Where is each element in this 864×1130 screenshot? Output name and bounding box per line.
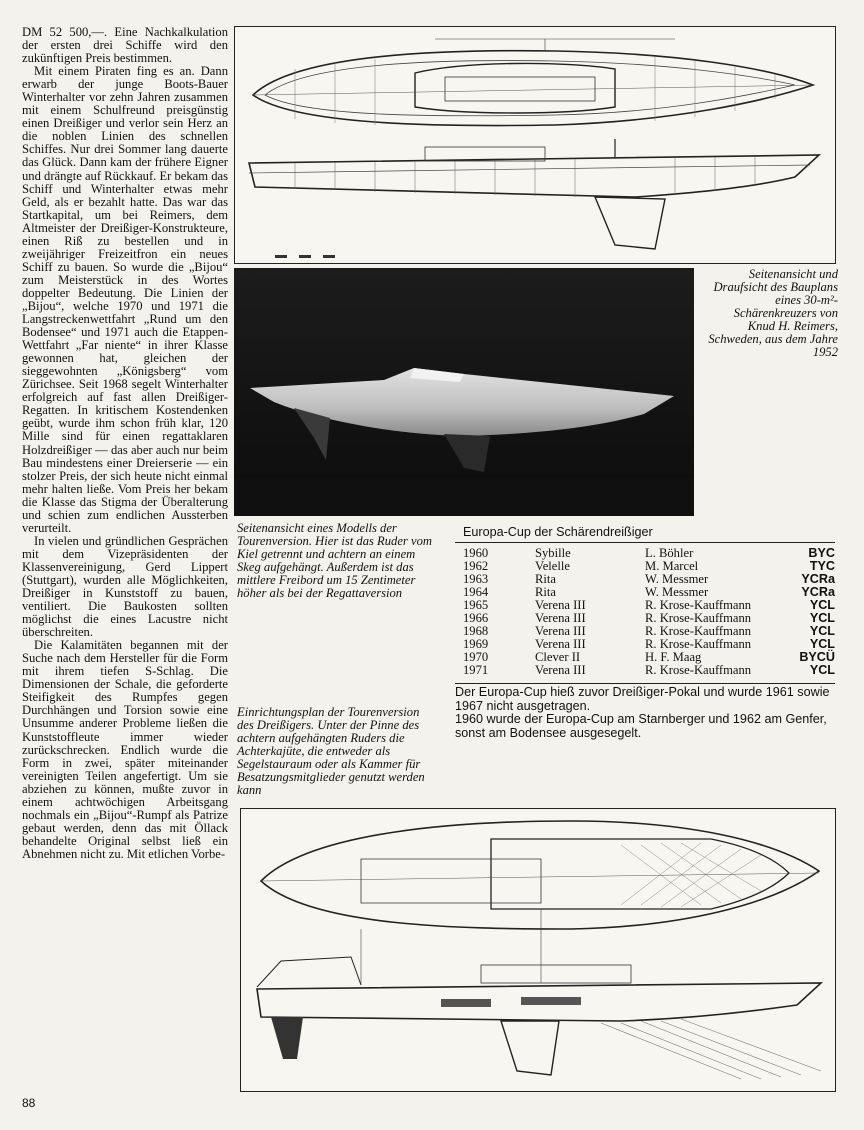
cup-note-1: Der Europa-Cup hieß zuvor Dreißiger-Pokal und wurde 1961 sowie 1967 nicht ausgetragen.	[455, 685, 830, 713]
cup-skipper: M. Marcel	[645, 559, 699, 573]
table-row	[455, 664, 835, 677]
paragraph: In vielen und gründlichen Gesprächen mit dem Vizepräsidenten der Klassenvereinigung, Gerd Lippert (Stuttgart), wurden alle Möglichkeiten, Dreißiger in Kunststoff zu bauen, ventiliert. Die Baukosten sollten möglichst die eines Lacustre nicht überschreiten.	[22, 533, 228, 640]
model-caption: Seitenansicht eines Modells der Tourenversion. Hier ist das Ruder vom Kiel getrennt und achtern an einem Skeg aufgehängt. Außerdem ist das mittlere Freibord um 15 Zentimeter höher als bei der Regattaversion	[237, 521, 432, 601]
paragraph: Mit einem Piraten fing es an. Dann erwarb der junge Boots-Bauer Winterhalter vor zehn Jahren zusammen mit einem Schulfreund preisgünstig einen Dreißiger und verlor sein Herz an die noblen Linien des schnellen Schiffes. Nur drei Sommer lang dauerte das Glück. Dann kam der frühere Eigner und drängte auf Rückkauf. Er bekam das Schiff und Winterhalter etwas mehr Geld, als er bezahlt hatte. Das war das Startkapital, um bei Reimers, dem Altmeister der Dreißiger-Konstrukteure, einen Riß zu bestellen und in zweijähriger Freizeitfron ein neues Schiff zu bauen. So wurde die „Bijou“ zum Meisterstück in des Wortes doppelter Bedeutung. Die Linien der „Bijou“, welche 1970 und 1971 die Langstreckenwettfahrt „Rund um den Bodensee“ und 1971 auch die Etappen-Wettfahrt „Far niente“ in ihrer Klasse gewonnen hat, gleichen der sieggewohnten „Königsberg“ vom Zürichsee. Seit 1968 segelt Winterhalter erfolgreich auf fast allen Dreißiger-Regatten. In kritischem Kostendenken geübt, wurde ihm schon früh klar, 120 Mille sind für einen regattaklaren Holzdreißiger — das aber auch nur beim Bau mindestens einer Dreierserie — ein stolzer Preis, der sich heute nicht einmal mehr halten ließe. Vom Preis her bekam die Klasse das Stigma der Überalterung und schien zum endlichen Aussterben verurteilt.	[22, 64, 228, 535]
cup-skipper: R. Krose-Kauffmann	[645, 611, 752, 625]
cup-boat: Rita	[535, 572, 556, 586]
cup-year: 1965	[463, 598, 489, 612]
cup-year: 1966	[463, 611, 489, 625]
cup-club: BYCÜ	[799, 650, 835, 664]
cup-club: YCL	[809, 611, 835, 625]
article-body	[22, 26, 228, 861]
cup-year: 1964	[463, 585, 489, 599]
cup-skipper: R. Krose-Kauffmann	[645, 598, 752, 612]
cup-club: YCRa	[801, 572, 835, 586]
cup-skipper: L. Böhler	[645, 546, 694, 560]
paragraph: Die Kalamitäten begannen mit der Suche nach dem Hersteller für die Form mit ihrem tiefen S-Schlag. Die Dimensionen der Schale, die geforderte Steifigkeit des Rumpfes gegen Durchhängen und Torsion sowie eine Unsumme anderer Probleme ließen die Kunststoffleute immer wieder zurückschrecken. Endlich wurde die Form in zwei, später miteinander vereinigten Teilen angefertigt. Um sie abziehen zu können, mußte zuvor in einem achtwöchigen Arbeitsgang nochmals ein „Bijou“-Rumpf als Patrize gebaut werden, denn das mit Öllack behandelte Original selbst ließ ein Abnehmen nicht zu. Mit etlichen Vorbe-	[22, 638, 228, 861]
plan-drawing	[235, 27, 835, 263]
paragraph: DM 52 500,—. Eine Nachkalkulation der ersten drei Schiffe wird den zukünftigen Preis bestimmen.	[22, 25, 228, 66]
cup-year: 1968	[463, 624, 489, 638]
cup-boat: Verena III	[535, 611, 586, 625]
cup-boat: Rita	[535, 585, 556, 599]
cup-notes	[455, 683, 835, 740]
cup-skipper: R. Krose-Kauffmann	[645, 624, 752, 638]
cup-boat: Clever II	[535, 650, 581, 664]
page-number: 88	[22, 1096, 36, 1110]
cup-skipper: R. Krose-Kauffmann	[645, 663, 752, 677]
interior-caption: Einrichtungsplan der Tourenversion des Dreißigers. Unter der Pinne des achtern aufgehängten Ruders die Achterkajüte, die entweder als Segelstauraum oder als Kammer für Besatzungsmitglieder genutzt werden kann	[237, 705, 425, 798]
cup-results-table	[455, 547, 835, 677]
cup-year: 1970	[463, 650, 489, 664]
cup-club: YCL	[809, 598, 835, 612]
cup-club: BYC	[808, 546, 835, 560]
cup-year: 1969	[463, 637, 489, 651]
europa-cup-box	[455, 522, 835, 740]
cup-boat: Verena III	[535, 663, 586, 677]
cup-skipper: W. Messmer	[645, 585, 709, 599]
cup-boat: Verena III	[535, 598, 586, 612]
cup-club: YCL	[809, 624, 835, 638]
cup-club: TYC	[809, 559, 835, 573]
boat-model-image	[234, 268, 694, 516]
cup-boat: Verena III	[535, 637, 586, 651]
interior-drawing	[241, 809, 835, 1091]
interior-plan-figure	[240, 808, 836, 1092]
model-photo	[234, 268, 694, 516]
cup-note-2: 1960 wurde der Europa-Cup am Starnberger und 1962 am Genfer, sonst am Bodensee ausgesegelt.	[455, 712, 827, 740]
cup-skipper: R. Krose-Kauffmann	[645, 637, 752, 651]
cup-club: YCRa	[801, 585, 835, 599]
cup-year: 1960	[463, 546, 489, 560]
cup-club: YCL	[809, 637, 835, 651]
cup-boat: Verena III	[535, 624, 586, 638]
cup-skipper: H. F. Maag	[645, 650, 702, 664]
cup-year: 1963	[463, 572, 489, 586]
construction-plan-figure	[234, 26, 836, 264]
plan-caption: Seitenansicht und Draufsicht des Bauplans eines 30-m²-Schärenkreuzers von Knud H. Reimers, Schweden, aus dem Jahre 1952	[708, 267, 838, 360]
cup-year: 1962	[463, 559, 489, 573]
cup-boat: Velelle	[535, 559, 570, 573]
cup-skipper: W. Messmer	[645, 572, 709, 586]
cup-club: YCL	[809, 663, 835, 677]
cup-title: Europa-Cup der Schärendreißiger	[455, 522, 835, 543]
cup-year: 1971	[463, 663, 489, 677]
cup-boat: Sybille	[535, 546, 571, 560]
